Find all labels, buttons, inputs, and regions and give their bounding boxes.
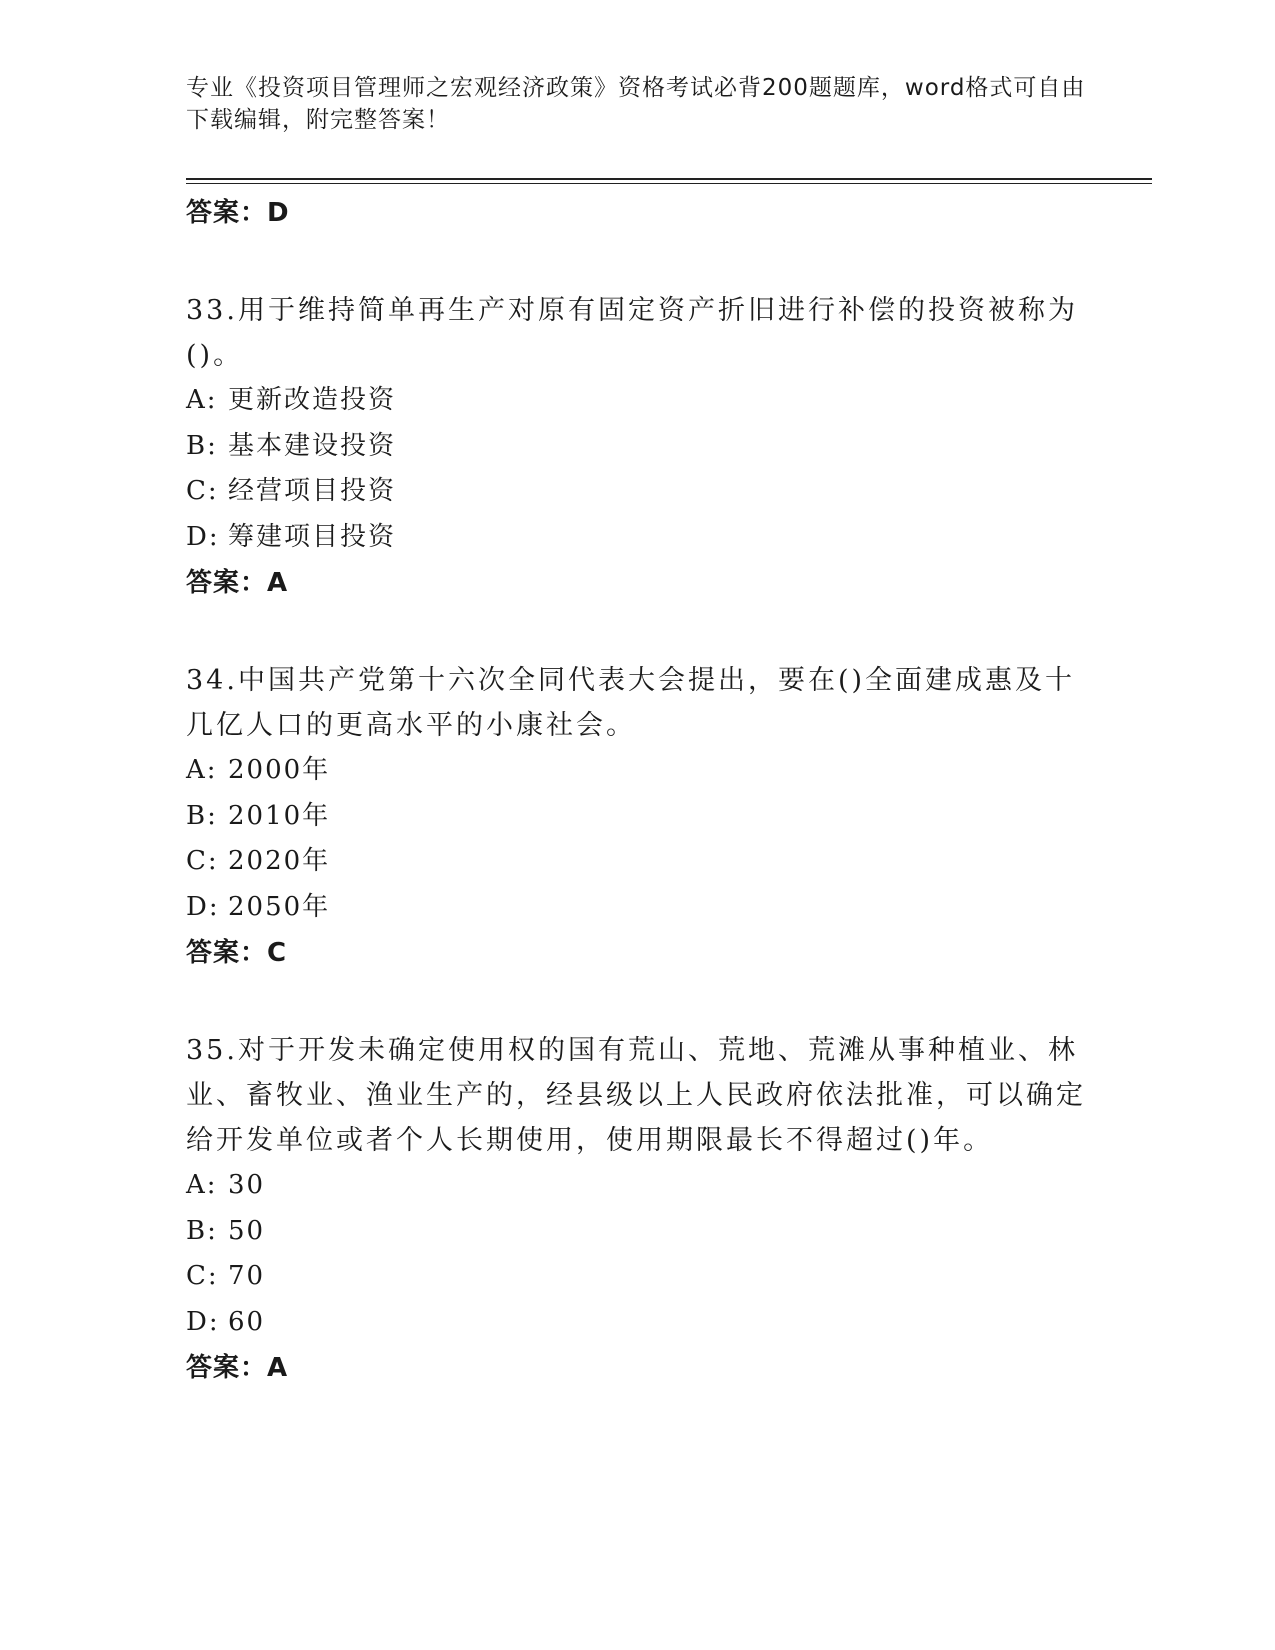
option-d bbox=[186, 885, 1086, 931]
option-letter: D: bbox=[186, 1306, 220, 1337]
option-b bbox=[186, 794, 1086, 840]
option-text: 2010年 bbox=[228, 800, 331, 831]
question-stem: 33.用于维持简单再生产对原有固定资产折旧进行补偿的投资被称为()。 bbox=[186, 295, 1078, 371]
option-text: 筹建项目投资 bbox=[228, 521, 397, 552]
question-stem: 35.对于开发未确定使用权的国有荒山、荒地、荒滩从事种植业、林业、畜牧业、渔业生产的，经县级以上人民政府依法批准，可以确定给开发单位或者个人长期使用，使用期限最长不得超过()年。 bbox=[186, 1035, 1086, 1156]
answer-line: 答案：D bbox=[186, 198, 290, 228]
option-b bbox=[186, 1209, 1086, 1255]
option-text: 70 bbox=[228, 1261, 266, 1291]
option-d bbox=[186, 1300, 1086, 1346]
option-text: 更新改造投资 bbox=[228, 385, 397, 415]
option-text: 2000年 bbox=[228, 755, 331, 785]
option-c bbox=[186, 1254, 1086, 1300]
answer-line: 答案：C bbox=[186, 938, 288, 968]
document-header bbox=[186, 72, 1086, 136]
option-letter: C: bbox=[186, 476, 219, 506]
option-letter: C: bbox=[186, 1261, 219, 1291]
option-letter: A: bbox=[186, 755, 218, 785]
option-c bbox=[186, 839, 1086, 885]
option-c bbox=[186, 469, 1086, 515]
document-body bbox=[186, 190, 1086, 1395]
header-title: 专业《投资项目管理师之宏观经济政策》资格考试必背200题题库，word格式可自由下载编辑，附完整答案！ bbox=[186, 75, 1086, 133]
option-a bbox=[186, 378, 1086, 424]
option-text: 2020年 bbox=[228, 846, 331, 876]
option-letter: D: bbox=[186, 891, 220, 922]
option-a bbox=[186, 748, 1086, 794]
answer-line: 答案：A bbox=[186, 1353, 289, 1383]
option-text: 60 bbox=[228, 1306, 266, 1337]
option-b bbox=[186, 424, 1086, 470]
option-text: 2050年 bbox=[228, 891, 331, 922]
question-stem: 34.中国共产党第十六次全同代表大会提出，要在()全面建成惠及十几亿人口的更高水平的小康社会。 bbox=[186, 665, 1076, 741]
option-letter: B: bbox=[186, 430, 218, 461]
option-text: 经营项目投资 bbox=[228, 476, 397, 506]
option-letter: B: bbox=[186, 800, 218, 831]
answer-line: 答案：A bbox=[186, 568, 289, 598]
question-item bbox=[186, 288, 1086, 610]
option-text: 50 bbox=[228, 1215, 266, 1246]
option-d bbox=[186, 515, 1086, 561]
header-divider-thin bbox=[186, 183, 1152, 184]
option-letter: D: bbox=[186, 521, 220, 552]
option-letter: A: bbox=[186, 1170, 218, 1200]
option-letter: B: bbox=[186, 1215, 218, 1246]
option-a bbox=[186, 1163, 1086, 1209]
option-text: 基本建设投资 bbox=[228, 430, 397, 461]
option-letter: C: bbox=[186, 846, 219, 876]
question-item bbox=[186, 658, 1086, 980]
header-divider-thick bbox=[186, 178, 1152, 180]
option-text: 30 bbox=[228, 1170, 266, 1200]
option-letter: A: bbox=[186, 385, 218, 415]
question-item bbox=[186, 1028, 1086, 1395]
